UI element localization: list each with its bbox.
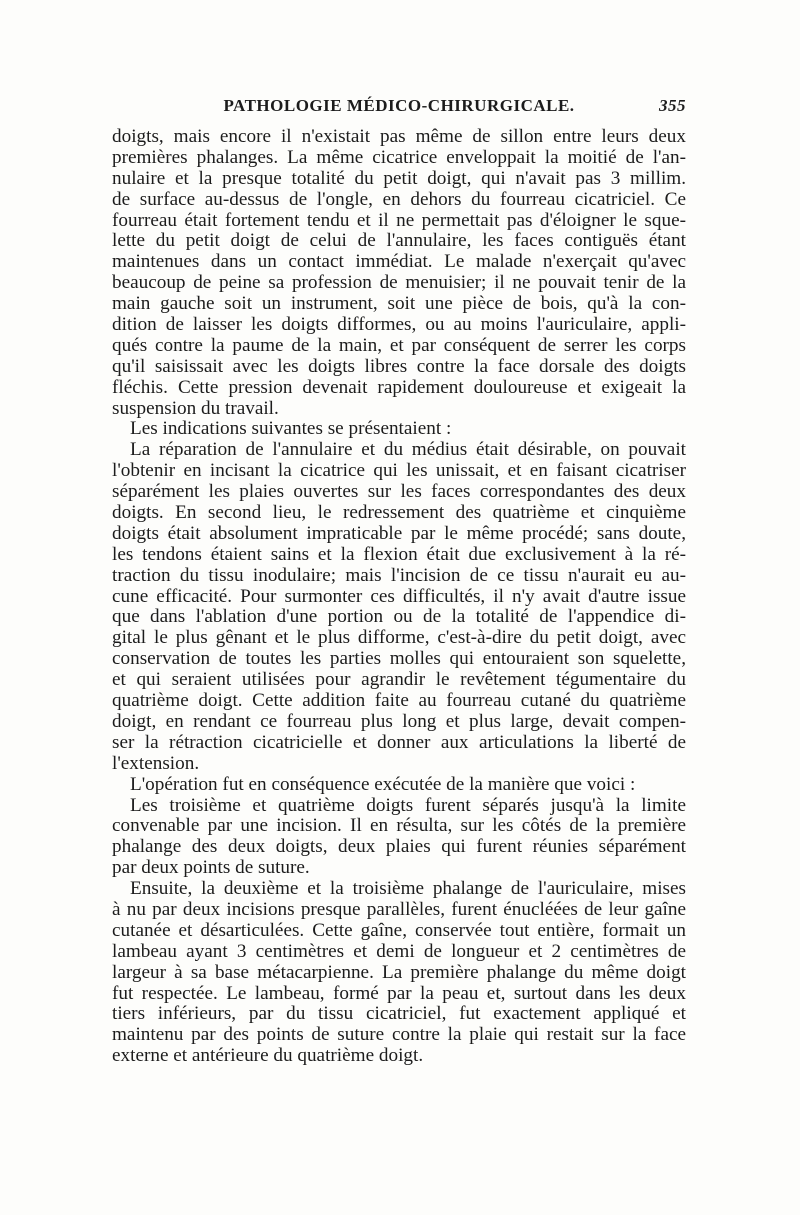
text-line: convenable par une incision. Il en résulta, sur les côtés de la première: [112, 816, 686, 837]
text-line: l'extension.: [112, 753, 200, 774]
text-line: tiers inférieurs, par du tissu cicatriciel, fut exactement appliqué et: [112, 1004, 686, 1025]
text-line: suspension du travail.: [112, 398, 279, 419]
text-line: L'opération fut en conséquence exécutée de la manière que voici :: [130, 774, 636, 795]
text-line: doigts était absolument impraticable par le même procédé; sans doute,: [112, 523, 686, 544]
text-line: maintenues dans un contact immédiat. Le malade n'exerçait qu'avec: [112, 252, 686, 273]
text-line: cutanée et désarticulées. Cette gaîne, conservée tout entière, formait un: [112, 920, 686, 941]
text-line: conservation de toutes les parties molles qui entouraient son squelette,: [112, 649, 686, 670]
text-line: dition de laisser les doigts difformes, ou au moins l'auriculaire, appli-: [112, 315, 686, 336]
text-line: qués contre la paume de la main, et par conséquent de serrer les corps: [112, 335, 686, 356]
text-line: cune efficacité. Pour surmonter ces difficultés, il n'y avait d'autre issue: [112, 586, 686, 607]
text-line: lette du petit doigt de celui de l'annulaire, les faces contiguës étant: [112, 231, 686, 252]
text-line: de surface au-dessus de l'ongle, en dehors du fourreau cicatriciel. Ce: [112, 189, 686, 210]
text-line: qu'il saisissait avec les doigts libres contre la face dorsale des doigts: [112, 356, 686, 377]
text-line: nulaire et la presque totalité du petit doigt, qui n'avait pas 3 millim.: [112, 168, 686, 189]
running-title: PATHOLOGIE MÉDICO-CHIRURGICALE.: [223, 96, 575, 115]
text-line: main gauche soit un instrument, soit une pièce de bois, qu'à la con-: [112, 294, 686, 315]
text-line: externe et antérieure du quatrième doigt.: [112, 1046, 424, 1067]
text-line: les tendons étaient sains et la flexion était due exclusivement à la ré-: [112, 544, 686, 565]
text-line: séparément les plaies ouvertes sur les faces correspondantes des deux: [112, 482, 686, 503]
text-line: maintenu par des points de suture contre la plaie qui restait sur la face: [112, 1025, 686, 1046]
text-line: par deux points de suture.: [112, 858, 310, 879]
text-line: ser la rétraction cicatricielle et donner aux articulations la liberté de: [112, 732, 686, 753]
running-head: [112, 96, 686, 122]
text-line: traction du tissu inodulaire; mais l'incision de ce tissu n'aurait eu au-: [112, 565, 686, 586]
text-line: fléchis. Cette pression devenait rapidement douloureuse et exigeait la: [112, 377, 686, 398]
text-line: fourreau était fortement tendu et il ne permettait pas d'éloigner le sque-: [112, 210, 686, 231]
text-line: La réparation de l'annulaire et du médius était désirable, on pouvait: [130, 440, 686, 461]
text-line: beaucoup de peine sa profession de menuisier; il ne pouvait tenir de la: [112, 273, 686, 294]
text-line: et qui seraient utilisées pour agrandir le revêtement tégumentaire du: [112, 670, 686, 691]
text-line: doigts. En second lieu, le redressement des quatrième et cinquième: [112, 503, 686, 524]
page-number: 355: [659, 96, 686, 115]
text-line: l'obtenir en incisant la cicatrice qui les unissait, et en faisant cicatriser: [112, 461, 686, 482]
text-line: que dans l'ablation d'une portion ou de la totalité de l'appendice di-: [112, 607, 686, 628]
text-line: doigts, mais encore il n'existait pas même de sillon entre leurs deux: [112, 127, 686, 147]
text-line: fut respectée. Le lambeau, formé par la peau et, surtout dans les deux: [112, 983, 686, 1004]
text-line: gital le plus gênant et le plus difforme, c'est-à-dire du petit doigt, avec: [112, 628, 686, 649]
text-line: Les indications suivantes se présentaient :: [130, 419, 452, 440]
text-line: Ensuite, la deuxième et la troisième phalange de l'auriculaire, mises: [130, 879, 686, 900]
text-line: largeur à sa base métacarpienne. La première phalange du même doigt: [112, 962, 686, 983]
text-line: à nu par deux incisions presque parallèles, furent énucléées de leur gaîne: [112, 899, 686, 920]
text-line: lambeau ayant 3 centimètres et demi de longueur et 2 centimètres de: [112, 941, 686, 962]
text-line: phalange des deux doigts, deux plaies qui furent réunies séparément: [112, 837, 686, 858]
text-line: Les troisième et quatrième doigts furent séparés jusqu'à la limite: [130, 795, 686, 816]
text-line: premières phalanges. La même cicatrice enveloppait la moitié de l'an-: [112, 147, 686, 168]
body-text: [112, 127, 686, 1067]
text-line: quatrième doigt. Cette addition faite au fourreau cutané du quatrième: [112, 691, 686, 712]
text-line: doigt, en rendant ce fourreau plus long et plus large, devait compen-: [112, 711, 686, 732]
